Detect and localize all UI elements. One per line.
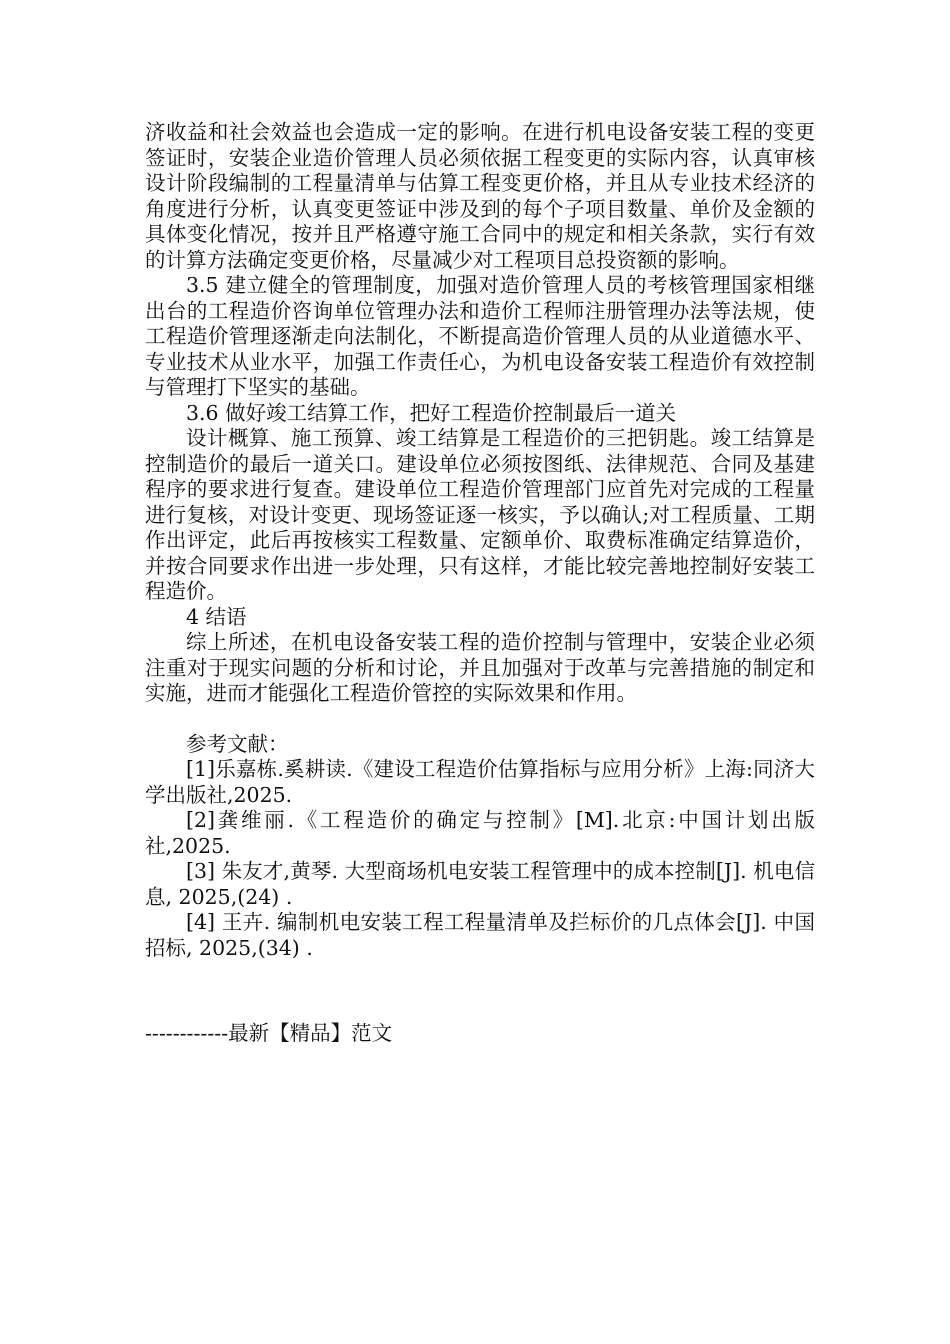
references-heading: 参考文献： — [186, 731, 289, 756]
reference-item: [2]龚维丽.《工程造价的确定与控制》[M].北京:中国计划出版社,2025. — [145, 808, 815, 858]
section-3-5-paragraph: 3.5 建立健全的管理制度，加强对造价管理人员的考核管理国家相继出台的工程造价咨询单位管理办法和造价工程师注册管理办法等法规，使工程造价管理逐渐走向法制化，不断提高造价管理人员的从业道德水平、专业技术从业水平，加强工作责任心，为机电设备安装工程造价有效控制与管理打下坚实的基础。 — [145, 273, 815, 399]
conclusion-paragraph: 综上所述，在机电设备安装工程的造价控制与管理中，安装企业必须注重对于现实问题的分析和讨论，并且加强对于改革与完善措施的制定和实施，进而才能强化工程造价管控的实际效果和作用。 — [145, 630, 815, 705]
reference-item: [4] 王卉. 编制机电安装工程工程量清单及拦标价的几点体会[J]. 中国招标, 2025,(34) . — [145, 910, 815, 960]
section-3-6-paragraph: 设计概算、施工预算、竣工结算是工程造价的三把钥匙。竣工结算是控制造价的最后一道关口。建设单位必须按图纸、法律规范、合同及基建程序的要求进行复查。建设单位工程造价管理部门应首先对完成的工程量进行复核，对设计变更、现场签证逐一核实，予以确认;对工程质量、工期作出评定，此后再按核实工程数量、定额单价、取费标准确定结算造价，并按合同要求作出进一步处理，只有这样，才能比较完善地控制好安装工程造价。 — [145, 426, 815, 603]
footer-text: ------------最新【精品】范文 — [145, 1021, 393, 1045]
conclusion-heading: 4 结语 — [186, 604, 247, 629]
body-paragraph: 济收益和社会效益也会造成一定的影响。在进行机电设备安装工程的变更签证时，安装企业造价管理人员必须依据工程变更的实际内容，认真审核设计阶段编制的工程量清单与估算工程变更价格，并且从专业技术经济的角度进行分析，认真变更签证中涉及到的每个子项目数量、单价及金额的具体变化情况，按并且严格遵守施工合同中的规定和相关条款，实行有效的计算方法确定变更价格，尽量减少对工程项目总投资额的影响。 — [145, 120, 815, 272]
spacer — [145, 707, 815, 732]
reference-item: [1]乐嘉栋.奚耕读.《建设工程造价估算指标与应用分析》上海:同济大学出版社,2025. — [145, 757, 815, 807]
reference-item: [3] 朱友才,黄琴. 大型商场机电安装工程管理中的成本控制[J]. 机电信息, 2025,(24) . — [145, 859, 815, 909]
section-3-6-heading: 3.6 做好竣工结算工作，把好工程造价控制最后一道关 — [186, 400, 677, 425]
document-body — [145, 120, 815, 961]
